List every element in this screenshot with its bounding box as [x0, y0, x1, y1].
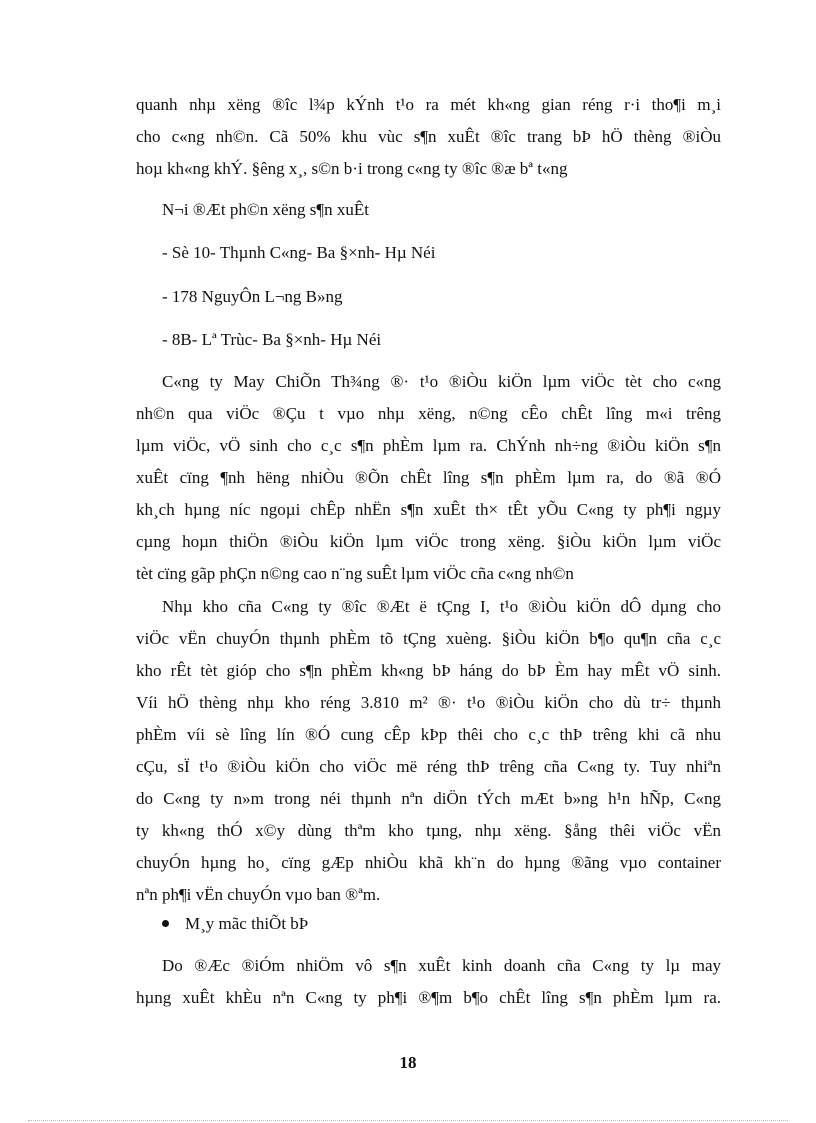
text-line: quanh nhµ xëng ®îc l¾p kÝnh t¹o ra mét kh«ng gian réng r·i tho¶i m¸i — [136, 95, 721, 114]
footer-divider — [28, 1120, 788, 1121]
text-line: phÈm víi sè lîng lín ®Ó cung cÊp kÞp thêi cho c¸c thÞ trêng khi cã nhu — [136, 725, 721, 744]
text-line: cÇu, sÏ t¹o ®iÒu kiÖn cho viÖc më réng thÞ trêng cña C«ng ty. Tuy nhiªn — [136, 757, 721, 776]
bullet-heading-row — [162, 912, 308, 936]
paragraph-factory-space — [136, 89, 721, 185]
text-line: lµm viÖc, vÖ sinh cho c¸c s¶n phÈm lµm ra. ChÝnh nh÷ng ®iÒu kiÖn s¶n — [136, 436, 721, 455]
text-line: cho c«ng nh©n. Cã 50% khu vùc s¶n xuÊt ®îc trang bÞ hÖ thèng ®iÒu — [136, 127, 721, 146]
paragraph-warehouse — [136, 591, 721, 911]
paragraph-machinery — [136, 950, 721, 1014]
text-line: kho rÊt tèt gióp cho s¶n phÈm kh«ng bÞ háng do bÞ Èm hay mÊt vÖ sinh. — [136, 661, 721, 680]
text-line: ty kh«ng thÓ x©y dùng thªm kho tµng, nhµ xëng. §ång thêi viÖc vËn — [136, 821, 721, 840]
text-line: kh¸ch hµng níc ngoµi chÊp nhËn s¶n xuÊt th× tÊt yÕu C«ng ty ph¶i ngµy — [136, 500, 721, 519]
text-line: Nhµ kho cña C«ng ty ®îc ®Æt ë tÇng I, t¹o ®iÒu kiÖn dÔ dµng cho — [162, 597, 721, 616]
text-line: hoµ kh«ng khÝ. §êng x¸, s©n b·i trong c«ng ty ®îc ®æ bª t«ng — [136, 159, 568, 178]
text-line: hµng xuÊt khÈu nªn C«ng ty ph¶i ®¶m b¶o chÊt lîng s¶n phÈm lµm ra. — [136, 988, 721, 1007]
text-line: chuyÓn hµng ho¸ cïng gÆp nhiÒu khã kh¨n do hµng ®ãng vµo container — [136, 853, 721, 872]
text-line: nªn ph¶i vËn chuyÓn vµo ban ®ªm. — [136, 885, 381, 904]
location-item: - Sè 10- Thµnh C«ng- Ba §×nh- Hµ Néi — [162, 243, 436, 262]
bullet-icon — [162, 920, 169, 927]
location-item: - 178 NguyÔn L¬ng B»ng — [162, 287, 343, 306]
text-line: nh©n qua viÖc ®Çu t vµo nhµ xëng, n©ng cÊo chÊt lîng m«i trêng — [136, 404, 721, 423]
text-line: viÖc vËn chuyÓn thµnh phÈm tõ tÇng xuèng. §iÒu kiÖn b¶o qu¶n cña c¸c — [136, 629, 721, 648]
bullet-heading: M¸y mãc thiÕt bÞ — [185, 914, 309, 933]
text-line: Víi hÖ thèng nhµ kho réng 3.810 m² ®· t¹o ®iÒu kiÖn cho dù tr÷ thµnh — [136, 693, 721, 712]
text-line: Do ®Æc ®iÓm nhiÖm vô s¶n xuÊt kinh doanh cña C«ng ty lµ may — [162, 956, 721, 975]
page-number: 18 — [399, 1053, 417, 1072]
text-line: do C«ng ty n»m trong néi thµnh nªn diÖn tÝch mÆt b»ng h¹n hÑp, C«ng — [136, 789, 721, 808]
text-line: xuÊt cïng ¶nh hëng nhiÒu ®Õn chÊt lîng s¶n phÈm lµm ra, do ®ã ®Ó — [136, 468, 721, 487]
location-heading: N¬i ®Æt ph©n xëng s¶n xuÊt — [162, 200, 369, 219]
text-line: tèt cïng gãp phÇn n©ng cao n¨ng suÊt lµm viÖc cña c«ng nh©n — [136, 564, 574, 583]
location-item: - 8B- Lª Trùc- Ba §×nh- Hµ Néi — [162, 330, 382, 349]
text-line: C«ng ty May ChiÕn Th¾ng ®· t¹o ®iÒu kiÖn lµm viÖc tèt cho c«ng — [162, 372, 721, 391]
text-line: cµng hoµn thiÖn ®iÒu kiÖn lµm viÖc trong xëng. §iÒu kiÖn lµm viÖc — [136, 532, 721, 551]
paragraph-working-conditions — [136, 366, 721, 590]
